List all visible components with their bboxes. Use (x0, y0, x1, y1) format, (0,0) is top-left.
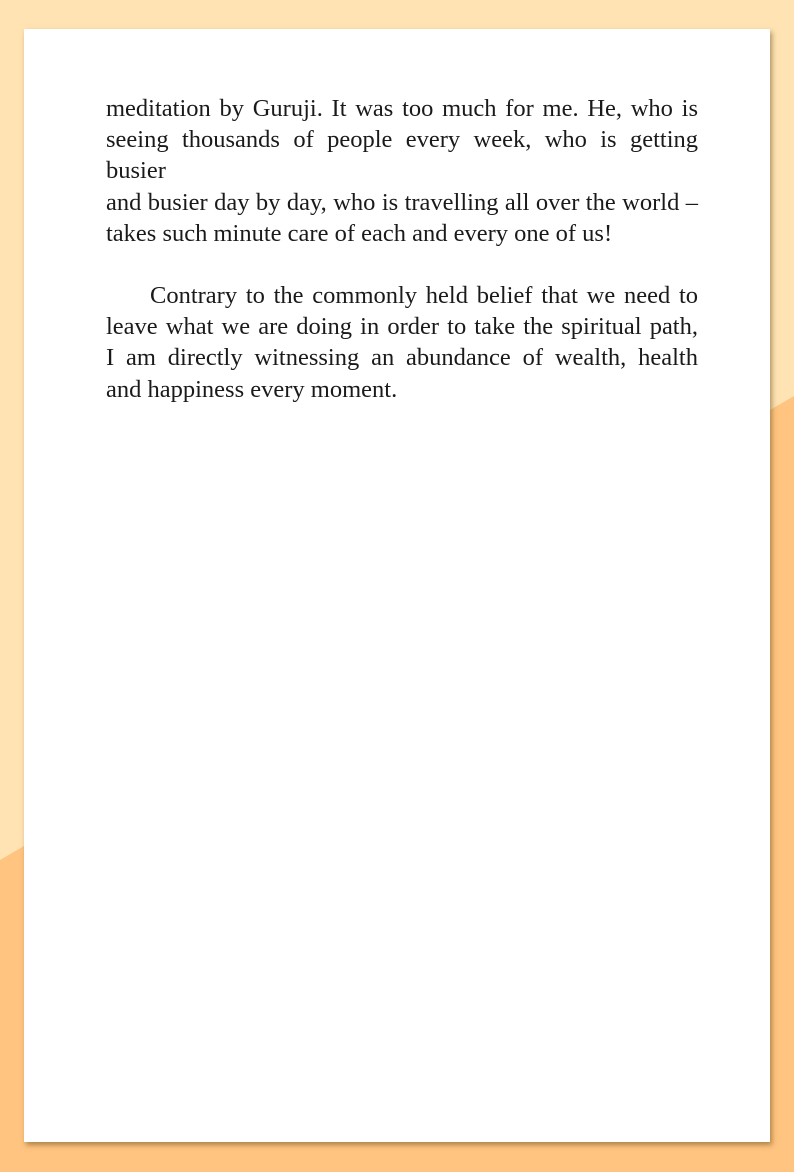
text-line: Contrary to the commonly held belief that we need to (150, 282, 698, 310)
paragraph-spacer (106, 249, 698, 280)
document-page (24, 29, 770, 1142)
paragraph-2 (106, 280, 698, 405)
text-line: and happiness every moment. (106, 375, 398, 403)
text-line: and busier day by day, who is travelling all over the world – (106, 188, 698, 216)
paragraph-1 (106, 93, 698, 249)
body-text (106, 93, 698, 405)
text-line: I am directly witnessing an abundance of wealth, health (106, 344, 698, 372)
text-line: seeing thousands of people every week, who is getting busier (106, 126, 698, 185)
text-line: meditation by Guruji. It was too much for me. He, who is (106, 95, 698, 122)
text-line: leave what we are doing in order to take the spiritual path, (106, 313, 698, 341)
text-line: takes such minute care of each and every one of us! (106, 219, 613, 247)
